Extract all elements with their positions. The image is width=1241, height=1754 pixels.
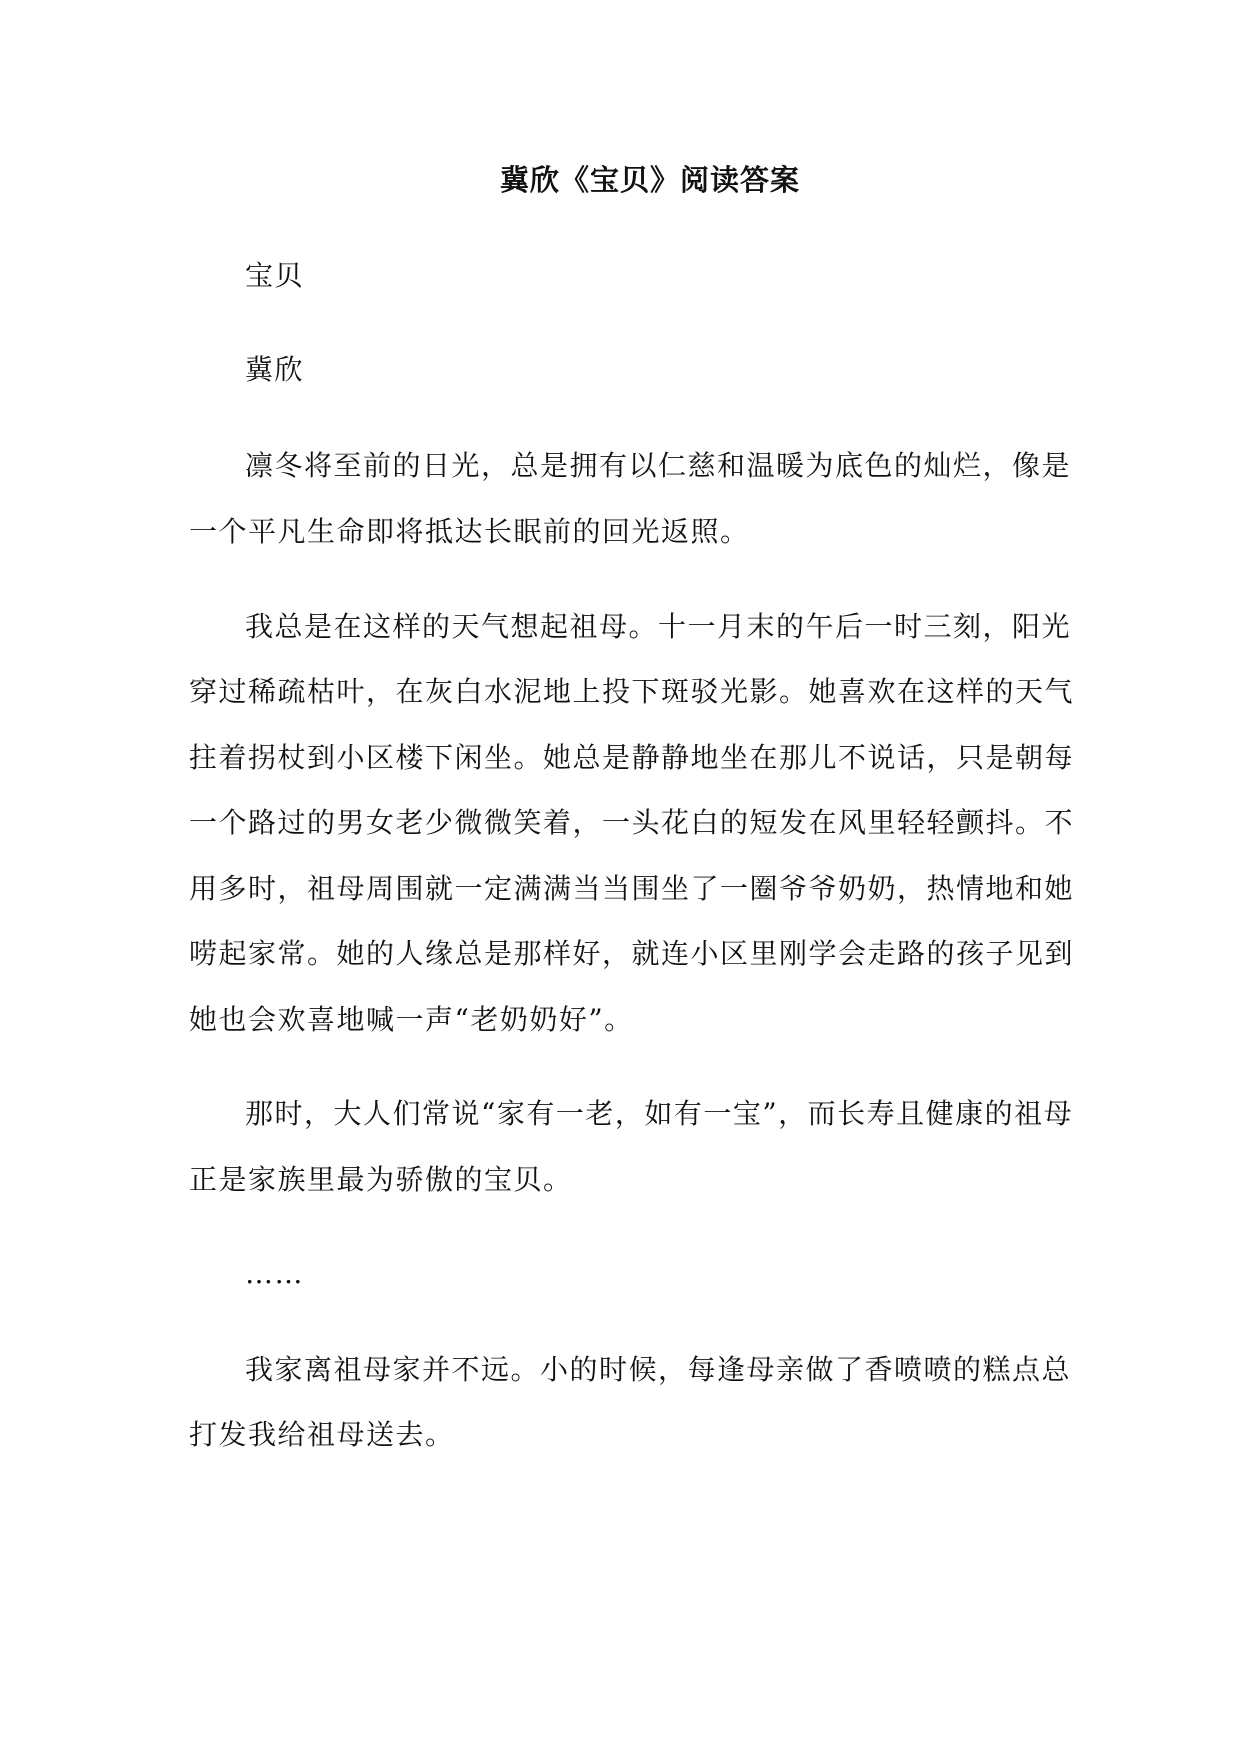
paragraph-2-line-4: 一个路过的男女老少微微笑着，一头花白的短发在风里轻轻颤抖。不	[189, 806, 1075, 839]
document-title: 冀欣《宝贝》阅读答案	[499, 163, 800, 197]
paragraph-1-line-2: 一个平凡生命即将抵达长眠前的回光返照。	[189, 515, 750, 548]
paragraph-2-line-5: 用多时，祖母周围就一定满满当当围坐了一圈爷爷奶奶，热情地和她	[189, 872, 1075, 905]
ellipsis-line: ……	[245, 1257, 304, 1290]
paragraph-2-line-3: 拄着拐杖到小区楼下闲坐。她总是静静地坐在那儿不说话，只是朝每	[189, 741, 1075, 774]
paragraph-3-line-2: 正是家族里最为骄傲的宝贝。	[189, 1163, 573, 1196]
paragraph-2-line-2: 穿过稀疏枯叶，在灰白水泥地上投下斑驳光影。她喜欢在这样的天气	[189, 675, 1075, 708]
paragraph-2-line-6: 唠起家常。她的人缘总是那样好，就连小区里刚学会走路的孩子见到	[189, 937, 1075, 970]
article-title: 宝贝	[245, 259, 305, 292]
paragraph-4-line-1: 我家离祖母家并不远。小的时候，每逢母亲做了香喷喷的糕点总	[245, 1353, 1072, 1386]
paragraph-3-line-1: 那时，大人们常说“家有一老，如有一宝”，而长寿且健康的祖母	[245, 1097, 1074, 1130]
paragraph-2-line-1: 我总是在这样的天气想起祖母。十一月末的午后一时三刻，阳光	[245, 610, 1072, 643]
paragraph-4-line-2: 打发我给祖母送去。	[189, 1418, 455, 1451]
paragraph-2-line-7: 她也会欢喜地喊一声“老奶奶好”。	[189, 1003, 634, 1036]
paragraph-1-line-1: 凛冬将至前的日光，总是拥有以仁慈和温暖为底色的灿烂，像是	[245, 449, 1072, 482]
article-author: 冀欣	[245, 353, 305, 386]
